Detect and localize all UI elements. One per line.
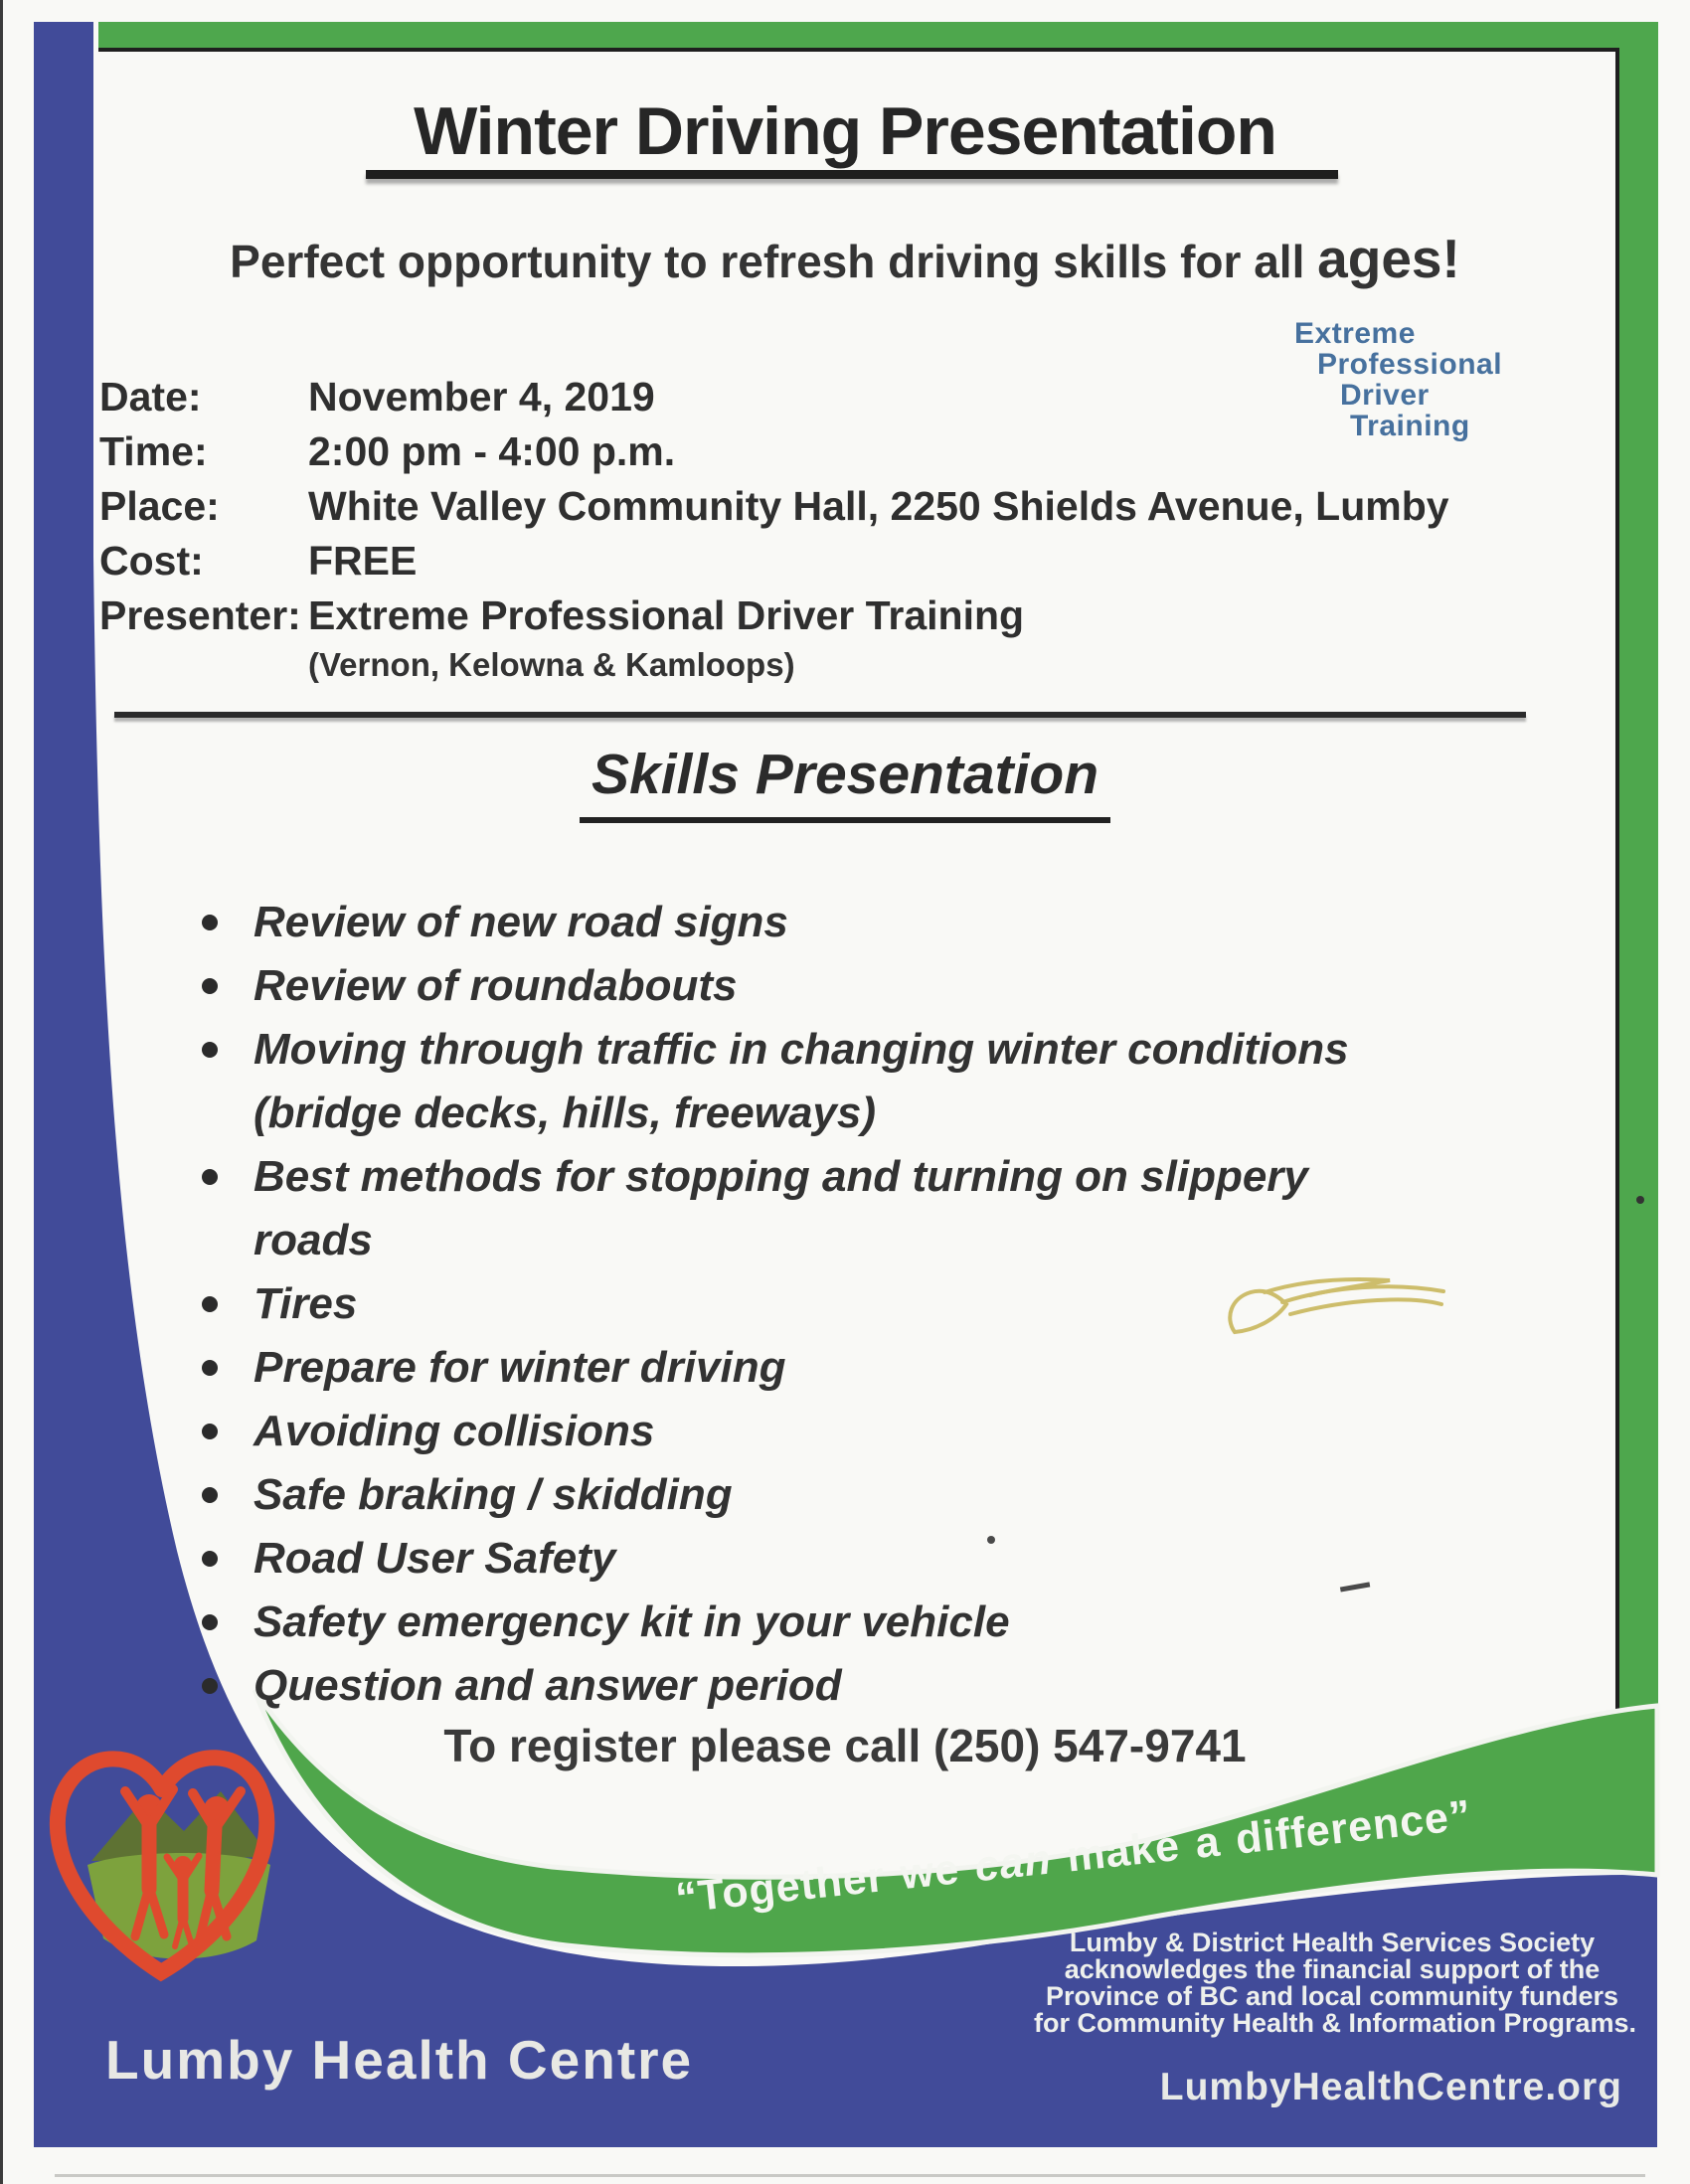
page-title: Winter Driving Presentation	[414, 93, 1276, 169]
website-url: LumbyHealthCentre.org	[1159, 2066, 1622, 2108]
org-name: Lumby Health Centre	[105, 2029, 694, 2091]
quote-post: make a difference”	[1049, 1791, 1474, 1884]
detail-value-date: November 4, 2019	[308, 374, 655, 420]
presenter-note: (Vernon, Kelowna & Kamloops)	[308, 646, 795, 683]
epdt-logo-line: Professional	[1317, 348, 1503, 381]
bullet-dot	[202, 978, 218, 994]
top-green-bar	[98, 22, 1658, 48]
bullet-line: Question and answer period	[254, 1661, 842, 1710]
ack-line: Province of BC and local community funders	[1045, 1981, 1619, 2011]
bullet-line: Prepare for winter driving	[254, 1343, 786, 1392]
bullet-line: Road User Safety	[254, 1534, 616, 1583]
bullet-dot	[202, 1551, 218, 1567]
skills-heading	[0, 742, 1690, 823]
bullet-dot	[202, 1296, 218, 1312]
title-underline	[366, 170, 1338, 179]
subtitle	[0, 228, 1690, 289]
bullet-item	[202, 891, 1594, 954]
detail-value-cost: FREE	[308, 538, 418, 584]
bullet-dot	[202, 1424, 218, 1439]
bullet-line: roads	[254, 1216, 373, 1264]
bullet-item	[202, 1400, 1594, 1463]
detail-label-date: Date:	[99, 374, 202, 420]
detail-label-place: Place:	[99, 483, 220, 529]
subtitle-text: Perfect opportunity to refresh driving skills for all	[230, 236, 1318, 287]
epdt-logo	[1294, 318, 1502, 441]
right-dark-rule	[1615, 48, 1619, 1726]
bullet-item	[202, 1591, 1594, 1654]
bullet-dot	[202, 1169, 218, 1185]
bullet-item	[202, 1463, 1594, 1527]
bullet-item	[202, 1527, 1594, 1591]
top-dark-rule	[98, 48, 1620, 52]
scan-edge-left	[0, 0, 3, 2184]
detail-label-cost: Cost:	[99, 538, 204, 584]
scan-edge-bottom	[55, 2174, 1645, 2177]
epdt-logo-line: Training	[1350, 410, 1470, 442]
subtitle-emphasis: ages!	[1317, 228, 1460, 289]
bullet-dot	[202, 1487, 218, 1503]
bullet-dot	[202, 915, 218, 930]
detail-value-time: 2:00 pm - 4:00 p.m.	[308, 428, 676, 474]
bullet-item	[202, 1018, 1594, 1145]
bullet-dot	[202, 1042, 218, 1058]
bullet-line: Safe braking / skidding	[254, 1470, 733, 1519]
epdt-logo-line: Extreme	[1294, 317, 1416, 350]
quote-italic-word: can	[972, 1835, 1055, 1892]
bullet-item	[202, 1272, 1594, 1336]
ack-line: acknowledges the financial support of the	[1064, 1954, 1601, 1984]
ack-line: for Community Health & Information Programs.	[1034, 2008, 1637, 2038]
ack-line: Lumby & District Health Services Society	[1069, 1928, 1596, 1957]
bullet-line: Safety emergency kit in your vehicle	[254, 1597, 1010, 1646]
bullet-item	[202, 954, 1594, 1018]
register-line: To register please call (250) 547-9741	[443, 1720, 1247, 1771]
section-divider	[114, 712, 1526, 718]
bullet-dot	[202, 1678, 218, 1694]
acknowledgement	[1034, 1928, 1637, 2038]
quote-pre: “Together we	[673, 1843, 978, 1923]
skills-list	[202, 891, 1594, 1718]
bullet-item	[202, 1336, 1594, 1400]
epdt-logo-line: Driver	[1340, 379, 1430, 412]
detail-label-presenter: Presenter:	[99, 592, 301, 638]
bullet-line: Tires	[254, 1279, 358, 1328]
bullet-line: Avoiding collisions	[254, 1407, 655, 1455]
bullet-line: Review of new road signs	[254, 898, 788, 946]
detail-value-place: White Valley Community Hall, 2250 Shields Avenue, Lumby	[308, 483, 1449, 529]
detail-value-presenter: Extreme Professional Driver Training	[308, 592, 1025, 638]
bullet-line: (bridge decks, hills, freeways)	[254, 1089, 877, 1137]
skills-heading-text: Skills Presentation	[580, 742, 1110, 823]
bullet-item	[202, 1654, 1594, 1718]
detail-label-time: Time:	[99, 428, 208, 474]
bullet-line: Best methods for stopping and turning on slippery	[254, 1152, 1308, 1201]
bullet-line: Review of roundabouts	[254, 961, 738, 1010]
bullet-item	[202, 1145, 1594, 1272]
bullet-line: Moving through traffic in changing winter conditions	[254, 1025, 1349, 1074]
bullet-dot	[202, 1614, 218, 1630]
bullet-dot	[202, 1360, 218, 1376]
